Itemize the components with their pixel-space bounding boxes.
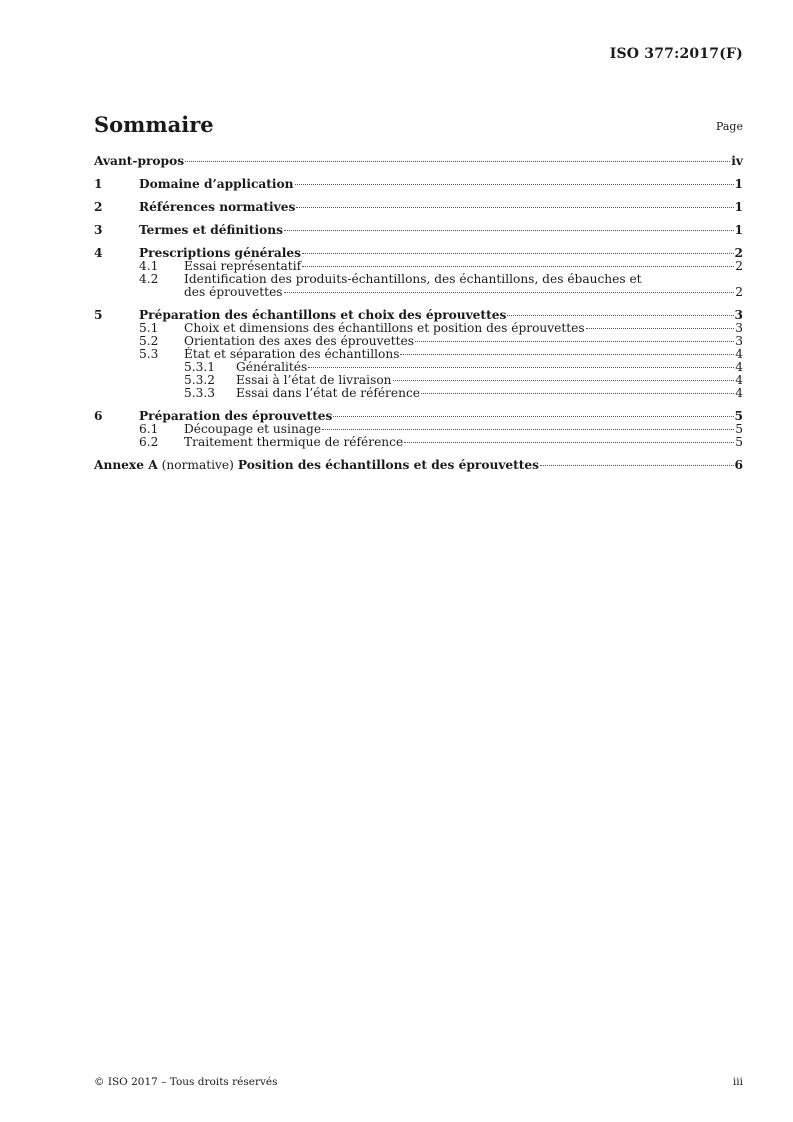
toc-entry-title: Références normatives <box>139 200 296 214</box>
toc-entry-page: 4 <box>735 386 743 400</box>
toc-entry-number: 6.2 <box>139 435 159 449</box>
toc-entry-page: 4 <box>735 347 743 361</box>
toc-entry-number: 4.2 <box>139 272 159 286</box>
toc-entry-3[interactable] <box>94 224 743 237</box>
toc-entry-number: 4 <box>94 246 103 260</box>
toc-entry-number: 5.1 <box>139 321 159 335</box>
toc-entry-title: Essai à l’état de livraison <box>236 373 392 387</box>
toc-entry-page: 3 <box>735 334 743 348</box>
toc-entry-number: 5.3.2 <box>184 373 216 387</box>
toc-entry-page: 5 <box>735 422 743 436</box>
leader-dots <box>185 161 730 162</box>
toc-entry-2[interactable] <box>94 201 743 214</box>
leader-dots <box>586 328 735 329</box>
toc-entry-page: 1 <box>734 223 743 237</box>
toc-entry-title: Avant-propos <box>94 154 185 168</box>
toc-entry-avant-propos[interactable] <box>94 155 743 168</box>
toc-entry-title-line2: des éprouvettes <box>184 285 283 299</box>
leader-dots <box>302 253 734 254</box>
toc-entry-number: 5.2 <box>139 334 159 348</box>
leader-dots <box>540 465 733 466</box>
leader-dots <box>322 429 734 430</box>
copyright-notice: © ISO 2017 – Tous droits réservés <box>94 1076 278 1088</box>
toc-entry-number: 6 <box>94 409 103 423</box>
toc-entry-title: Préparation des éprouvettes <box>139 409 333 423</box>
toc-entry-page: 1 <box>734 177 743 191</box>
document-id: ISO 377:2017(F) <box>609 46 743 62</box>
toc-entry-title: Domaine d’application <box>139 177 294 191</box>
toc-entry-page: 2 <box>735 285 743 299</box>
toc-entry-page: 2 <box>734 246 743 260</box>
toc-entry-number: 5 <box>94 308 103 322</box>
page-title: Sommaire <box>94 112 214 137</box>
toc-entry-title: Essai représentatif <box>184 259 302 273</box>
leader-dots <box>308 367 734 368</box>
toc-entry-page: 5 <box>735 435 743 449</box>
toc-entry-number: 6.1 <box>139 422 159 436</box>
toc-entry-title: Découpage et usinage <box>184 422 322 436</box>
toc-entry-title-line1: Identification des produits-échantillons, des échantillons, des ébauches et <box>184 272 642 286</box>
page-column-label: Page <box>715 120 743 133</box>
leader-dots <box>284 230 734 231</box>
toc-entry-annexe-a[interactable] <box>94 459 743 472</box>
toc-entry-title: Essai dans l’état de référence <box>236 386 420 400</box>
toc-entry-number: 5.3 <box>139 347 159 361</box>
leader-dots <box>302 266 734 267</box>
table-of-contents <box>94 155 743 472</box>
toc-entry-page: 2 <box>735 259 743 273</box>
leader-dots <box>333 416 733 417</box>
leader-dots <box>421 393 734 394</box>
toc-entry-page: 3 <box>735 321 743 335</box>
leader-dots <box>400 354 734 355</box>
toc-entry-title: Termes et définitions <box>139 223 283 237</box>
toc-entry-page: iv <box>731 154 743 168</box>
leader-dots <box>415 341 734 342</box>
toc-entry-annex-qualifier: (normative) <box>161 458 234 472</box>
toc-entry-title: Orientation des axes des éprouvettes <box>184 334 414 348</box>
toc-entry-5-3-3[interactable] <box>94 387 743 400</box>
toc-entry-page: 1 <box>734 200 743 214</box>
page-number: iii <box>732 1076 743 1088</box>
toc-entry-title: Généralités <box>236 360 308 374</box>
toc-entry-number: 1 <box>94 177 103 191</box>
toc-entry-number: 5.3.1 <box>184 360 216 374</box>
toc-entry-6-2[interactable] <box>94 436 743 449</box>
toc-entry-title: Choix et dimensions des échantillons et position des éprouvettes <box>184 321 585 335</box>
toc-entry-4-2-continued[interactable] <box>94 286 743 299</box>
toc-entry-title: Prescriptions générales <box>139 246 302 260</box>
toc-entry-title: Préparation des échantillons et choix des éprouvettes <box>139 308 507 322</box>
toc-entry-title: Position des échantillons et des éprouvettes <box>237 458 540 472</box>
toc-entry-annex-prefix: Annexe A <box>94 458 158 472</box>
toc-entry-number: 4.1 <box>139 259 159 273</box>
toc-entry-page: 5 <box>734 409 743 423</box>
leader-dots <box>393 380 735 381</box>
toc-entry-page: 3 <box>734 308 743 322</box>
leader-dots <box>507 315 733 316</box>
leader-dots <box>284 292 735 293</box>
leader-dots <box>404 442 734 443</box>
toc-entry-number: 3 <box>94 223 103 237</box>
leader-dots <box>296 207 733 208</box>
toc-entry-page: 6 <box>734 458 743 472</box>
leader-dots <box>295 184 734 185</box>
toc-entry-page: 4 <box>735 360 743 374</box>
toc-entry-title: État et séparation des échantillons <box>184 347 400 361</box>
toc-entry-number: 5.3.3 <box>184 386 216 400</box>
toc-entry-title: Traitement thermique de référence <box>184 435 404 449</box>
toc-entry-number: 2 <box>94 200 103 214</box>
toc-entry-page: 4 <box>735 373 743 387</box>
toc-entry-1[interactable] <box>94 178 743 191</box>
